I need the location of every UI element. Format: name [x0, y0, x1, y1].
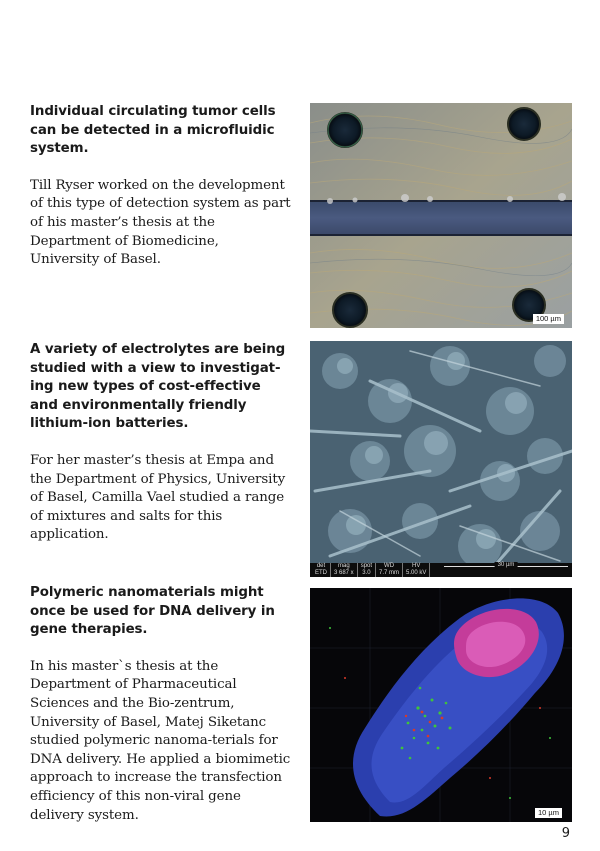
- sem-scale-label: 30 µm: [495, 562, 518, 569]
- sem-databar: [310, 563, 572, 577]
- section-2-body: For her master’s thesis at Empa and the Department of Physics, University of Basel, Camilla Vael studied a range of mixtures and salts for this application.: [30, 452, 286, 543]
- section-2-text: [30, 341, 292, 545]
- databar-det: det ETD: [312, 563, 331, 577]
- section-1-text: [30, 103, 292, 270]
- confocal-scale-label: 10 µm: [535, 808, 562, 818]
- databar-mag: mag 3 687 x: [331, 563, 358, 577]
- section-2-heading: A variety of electrolytes are being studied with a view to investigat-ing new types of cost-effective and environmentally friendly lithium-ion batteries.: [30, 342, 286, 432]
- confocal-image: [310, 588, 572, 822]
- sem-micrograph: [310, 341, 572, 577]
- section-3-heading: Polymeric nanomaterials might once be used for DNA delivery in gene therapies.: [30, 585, 275, 638]
- section-3-text: [30, 584, 292, 825]
- databar-spot: spot 3.0: [358, 563, 376, 577]
- microfluidic-photo: [310, 103, 572, 328]
- scale-bar-label: 100 µm: [533, 314, 564, 324]
- page-number: 9: [561, 826, 570, 841]
- sem-photo: [310, 341, 572, 577]
- section-1-heading: Individual circulating tumor cells can be detected in a microfluidic system.: [30, 104, 276, 157]
- databar-hv: HV 5.00 kV: [403, 563, 430, 577]
- section-3-body: In his master`s thesis at the Department of Pharmaceutical Sciences and the Bio-zentrum, University of Basel, Matej Siketanc studied polymeric nanoma-terials for DNA delivery. He applied a biomimetic approach to increase the transfection efficiency of this non-viral gene delivery system.: [30, 658, 291, 823]
- confocal-photo: [310, 588, 572, 822]
- databar-wd: WD 7.7 mm: [376, 563, 403, 577]
- section-1-body: Till Ryser worked on the development of this type of detection system as part of his master’s thesis at the Department of Biomedicine, University of Basel.: [30, 177, 291, 268]
- microfluidic-image: [310, 103, 572, 328]
